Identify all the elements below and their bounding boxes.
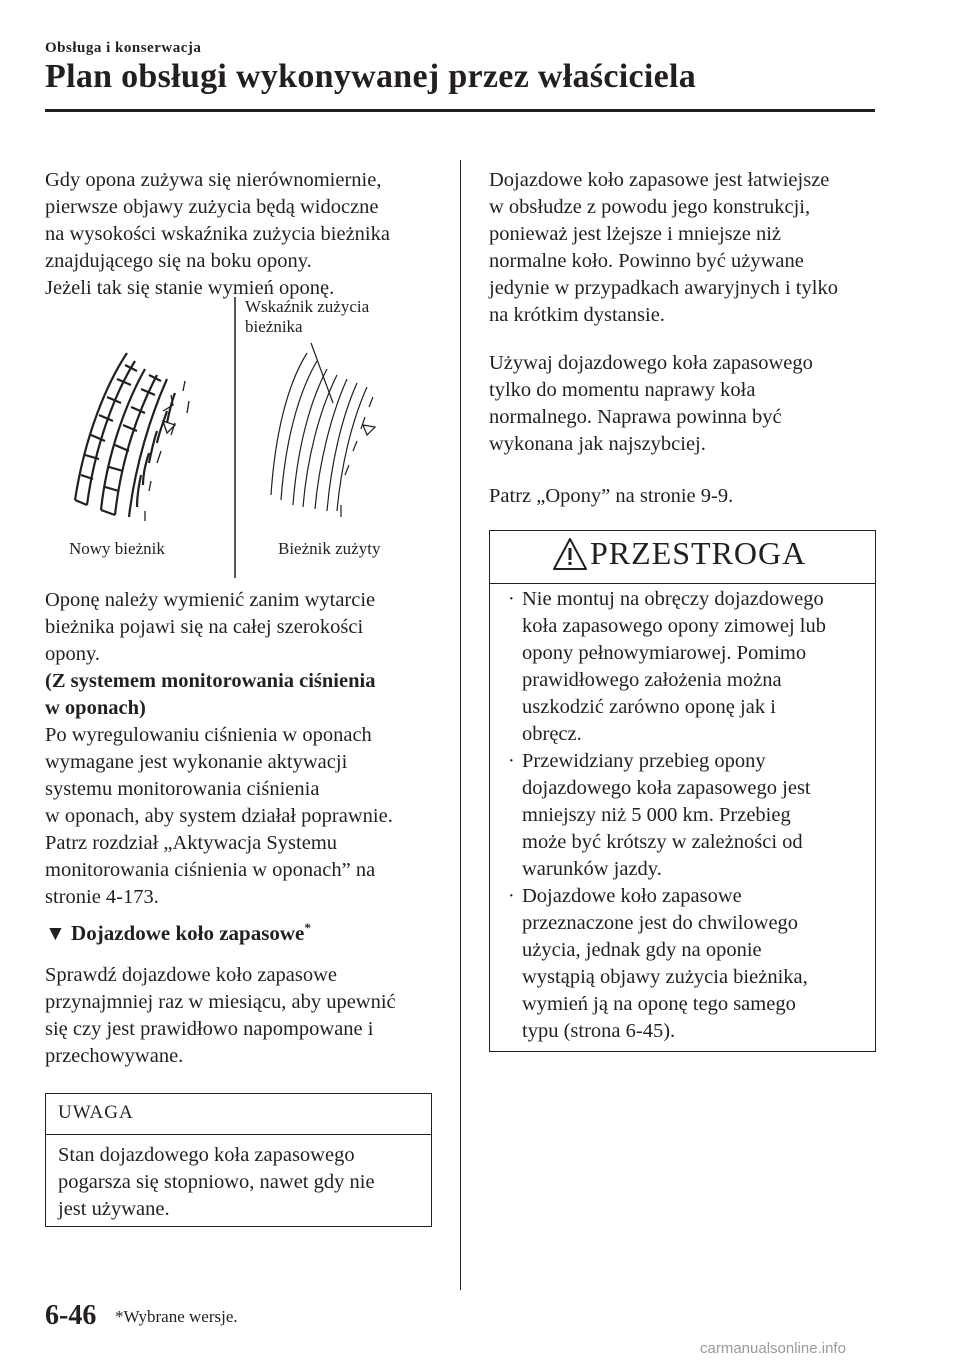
text-line: normalne koło. Powinno być używane: [489, 250, 804, 272]
text-line: przechowywane.: [45, 1045, 184, 1067]
triangle-down-icon: ▼: [45, 921, 66, 945]
text-line: Dojazdowe koło zapasowe jest łatwiejsze: [489, 169, 830, 191]
note-title: UWAGA: [58, 1102, 134, 1123]
text-line: systemu monitorowania ciśnienia: [45, 778, 320, 800]
warning-triangle-icon: [552, 537, 588, 571]
text-line: opony pełnowymiarowej. Pomimo: [522, 642, 807, 664]
text-line: Po wyregulowaniu ciśnienia w oponach: [45, 724, 372, 746]
text-line: Patrz rozdział „Aktywacja Systemu: [45, 832, 338, 854]
indicator-label-line: Wskaźnik zużycia: [245, 297, 370, 316]
text-line: warunków jazdy.: [522, 858, 662, 880]
text-line: prawidłowego założenia można: [522, 669, 782, 691]
tpms-heading-line: (Z systemem monitorowania ciśnienia: [45, 670, 376, 692]
text-line: w oponach, aby system działał poprawnie.: [45, 805, 393, 827]
text-line: Nie montuj na obręczy dojazdowego: [522, 588, 824, 610]
use-until-paragraph: [489, 350, 813, 458]
optional-asterisk: *: [304, 920, 311, 935]
caution-header: [490, 531, 875, 584]
text-line: w obsłudze z powodu jego konstrukcji,: [489, 196, 811, 218]
text-line: jedynie w przypadkach awaryjnych i tylko: [489, 277, 838, 299]
caution-title: PRZESTROGA: [590, 535, 807, 571]
title-rule: [45, 109, 875, 112]
bullet-dot: ·: [508, 885, 515, 907]
spare-wheel-heading: [45, 920, 311, 946]
text-line: Dojazdowe koło zapasowe: [522, 885, 742, 907]
text-line: na krótkim dystansie.: [489, 304, 665, 326]
column-divider: [460, 160, 461, 1290]
note-box: [45, 1093, 432, 1227]
text-line: opony.: [45, 643, 101, 665]
text-line: na wysokości wskaźnika zużycia bieżnika: [45, 223, 390, 245]
page-number: 6-46: [45, 1300, 97, 1331]
spare-check-paragraph: [45, 962, 396, 1070]
tread-wear-figure: [45, 295, 445, 585]
text-line: obręcz.: [522, 723, 582, 745]
see-tires-reference: [489, 483, 733, 510]
note-body: [58, 1142, 375, 1223]
text-line: dojazdowego koła zapasowego jest: [522, 777, 811, 799]
text-line: monitorowania ciśnienia w oponach” na: [45, 859, 376, 881]
text-line: pierwsze objawy zużycia będą widoczne: [45, 196, 379, 218]
text-line: się czy jest prawidłowo napompowane i: [45, 1018, 374, 1040]
text-line: Patrz „Opony” na stronie 9-9.: [489, 485, 734, 507]
text-line: jest używane.: [58, 1198, 170, 1220]
text-line: Gdy opona zużywa się nierównomiernie,: [45, 169, 382, 191]
page-title: Plan obsługi wykonywanej przez właściciela: [45, 58, 697, 95]
text-line: typu (strona 6-45).: [522, 1020, 676, 1042]
indicator-label: [245, 297, 369, 337]
text-line: tylko do momentu naprawy koła: [489, 379, 756, 401]
replace-paragraph: [45, 587, 393, 911]
bullet-dot: ·: [508, 750, 515, 772]
text-line: wykonana jak najszybciej.: [489, 433, 706, 455]
caution-box: [489, 530, 876, 1052]
caution-bullet-item: [506, 586, 826, 748]
text-line: koła zapasowego opony zimowej lub: [522, 615, 827, 637]
text-line: Stan dojazdowego koła zapasowego: [58, 1144, 355, 1166]
text-line: normalnego. Naprawa powinna być: [489, 406, 782, 428]
text-line: może być krótszy w zależności od: [522, 831, 803, 853]
spare-info-paragraph: [489, 167, 838, 329]
caption-worn-tread: Bieżnik zużyty: [278, 539, 381, 558]
text-line: znajdującego się na boku opony.: [45, 250, 312, 272]
caption-new-tread: Nowy bieżnik: [69, 539, 165, 558]
text-line: wymień ją na oponę tego samego: [522, 993, 796, 1015]
text-line: stronie 4-173.: [45, 886, 159, 908]
intro-paragraph: [45, 167, 390, 302]
caution-bullet-item: [506, 748, 826, 883]
caution-bullet-item: [506, 883, 826, 1045]
text-line: wymagane jest wykonanie aktywacji: [45, 751, 348, 773]
text-line: przeznaczone jest do chwilowego: [522, 912, 799, 934]
heading-text: Dojazdowe koło zapasowe: [71, 921, 305, 945]
watermark-text: carmanualsonline.info: [700, 1340, 846, 1357]
text-line: Oponę należy wymienić zanim wytarcie: [45, 589, 376, 611]
text-line: Przewidziany przebieg opony: [522, 750, 766, 772]
text-line: pogarsza się stopniowo, nawet gdy nie: [58, 1171, 375, 1193]
note-header: [46, 1094, 431, 1135]
text-line: bieżnika pojawi się na całej szerokości: [45, 616, 364, 638]
text-line: Jeżeli tak się stanie wymień oponę.: [45, 277, 335, 299]
text-line: mniejszy niż 5 000 km. Przebieg: [522, 804, 791, 826]
text-line: przynajmniej raz w miesiącu, aby upewnić: [45, 991, 396, 1013]
section-label: Obsługa i konserwacja: [45, 40, 202, 56]
text-line: użycia, jednak gdy na oponie: [522, 939, 762, 961]
bullet-dot: ·: [508, 588, 515, 610]
caution-bullet-list: [506, 586, 826, 1045]
footnote: *Wybrane wersje.: [115, 1307, 238, 1326]
tpms-heading-line: w oponach): [45, 697, 146, 719]
text-line: wystąpią objawy zużycia bieżnika,: [522, 966, 808, 988]
text-line: Używaj dojazdowego koła zapasowego: [489, 352, 813, 374]
indicator-label-line: bieżnika: [245, 317, 303, 336]
text-line: Sprawdź dojazdowe koło zapasowe: [45, 964, 338, 986]
text-line: ponieważ jest lżejsze i mniejsze niż: [489, 223, 782, 245]
text-line: uszkodzić zarówno oponę jak i: [522, 696, 776, 718]
